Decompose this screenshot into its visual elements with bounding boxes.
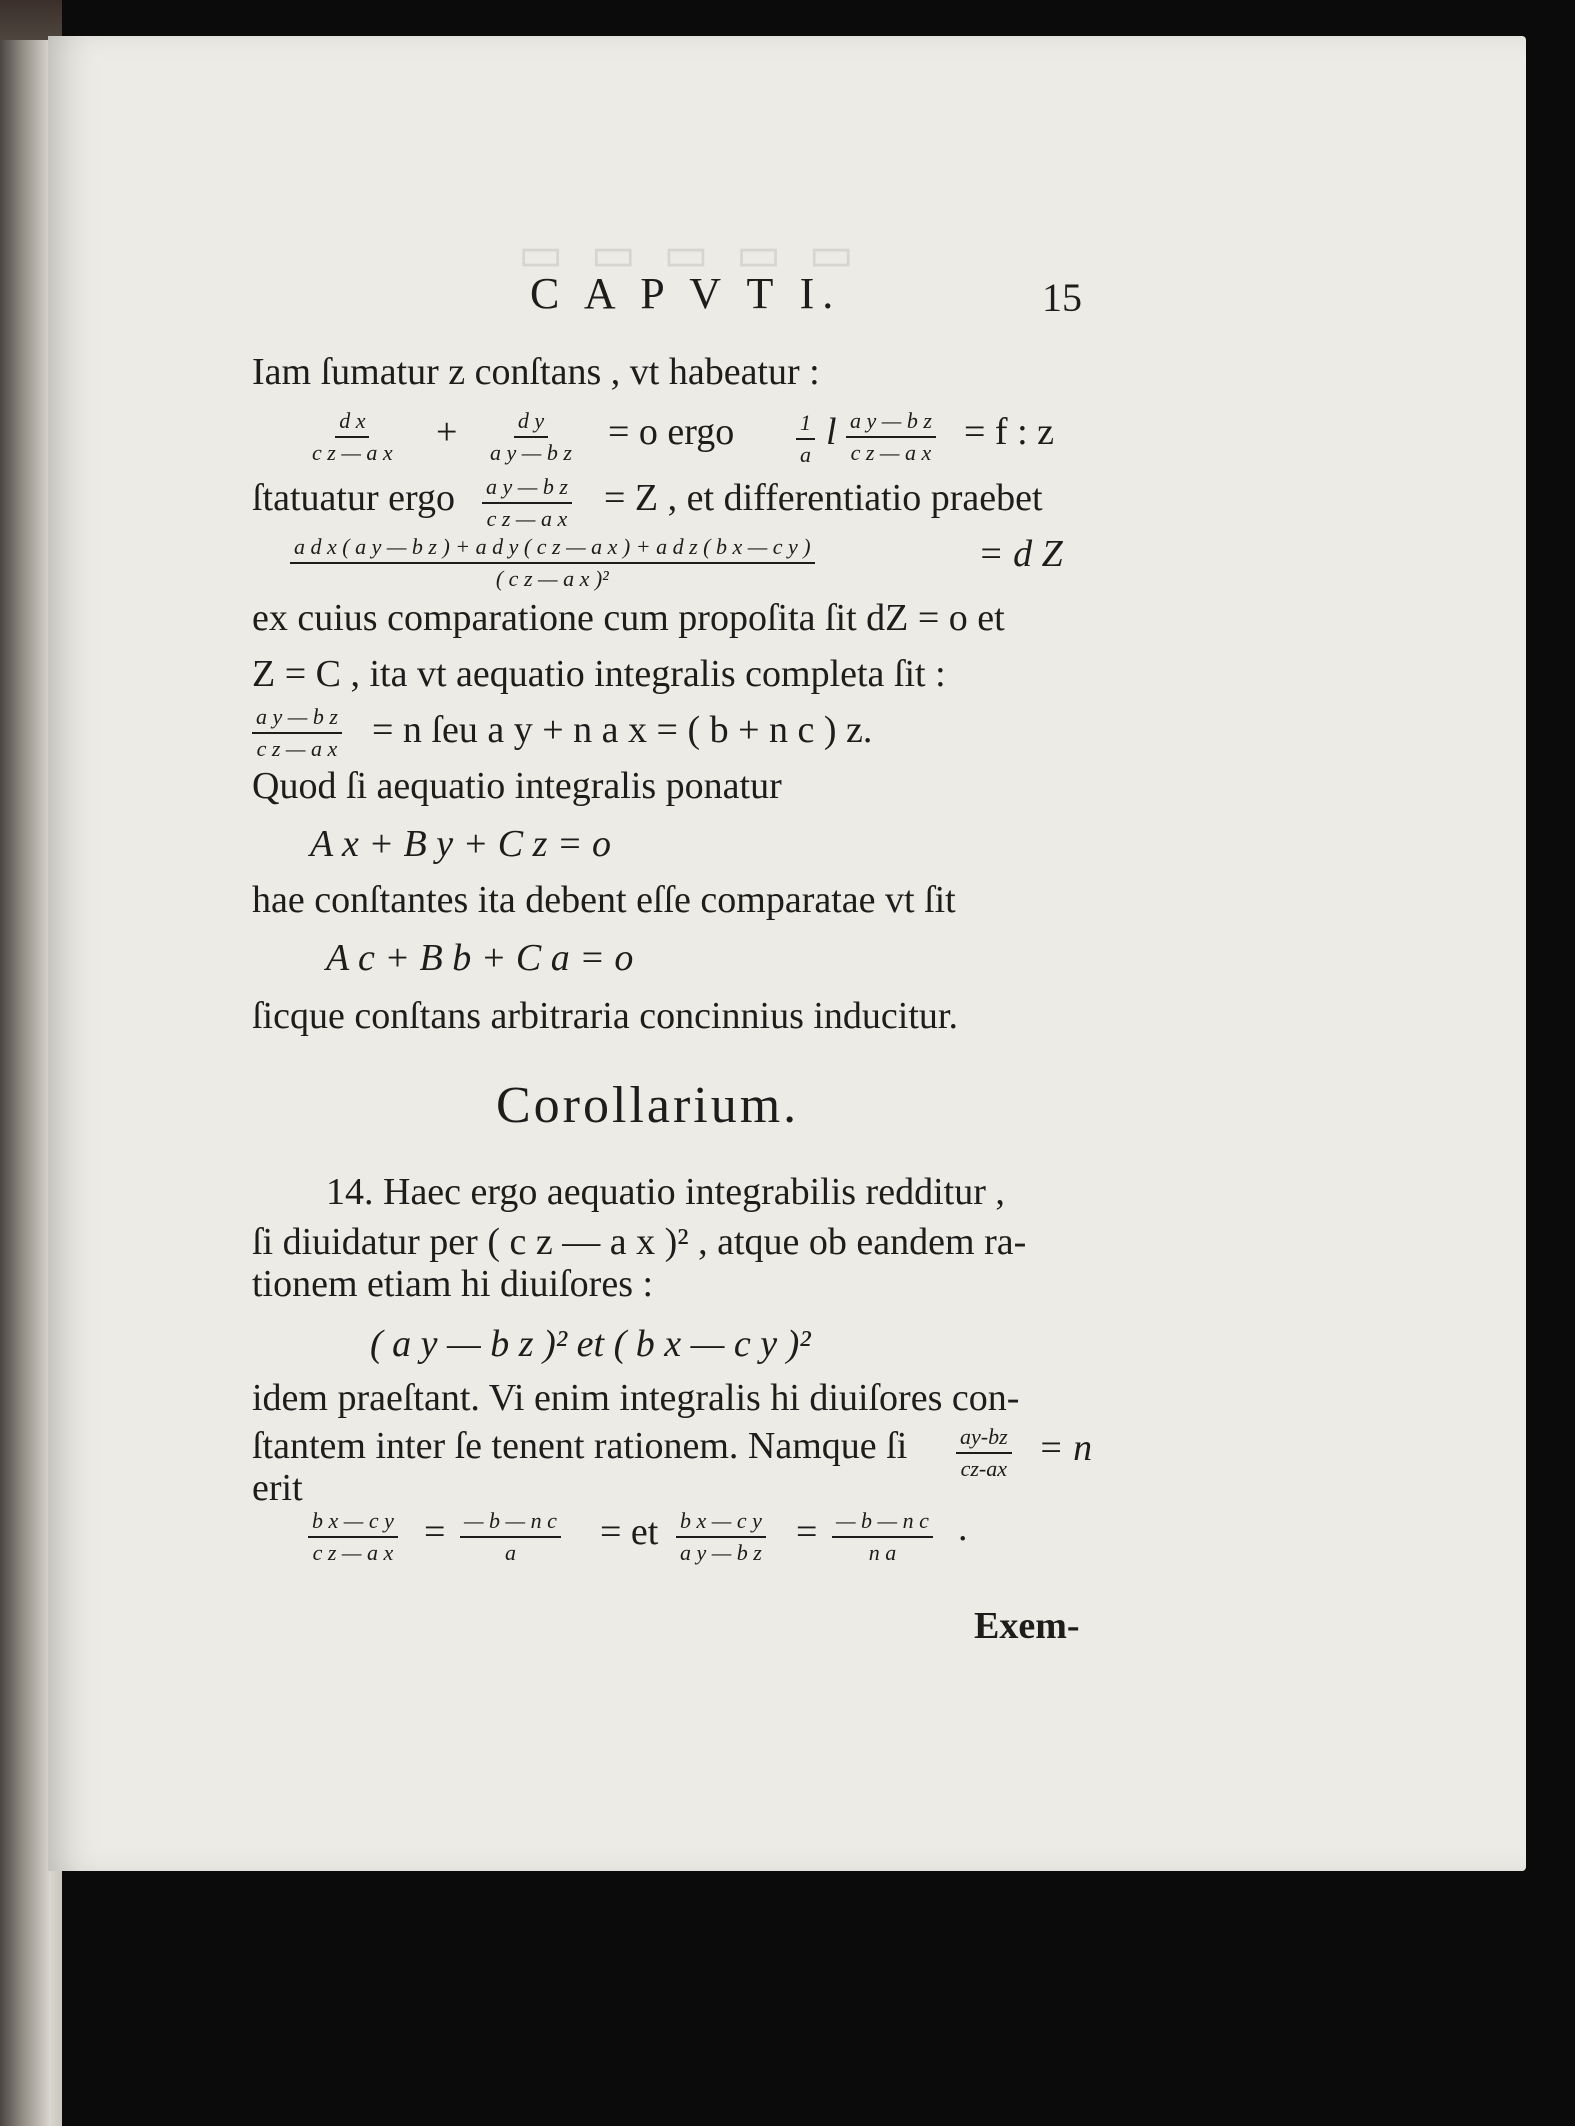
paragraph-line-7: erit [252,1467,303,1509]
text-line-3-start: ſtatuatur ergo [252,477,455,519]
fraction-final-1 [308,1508,398,1566]
fraction-differential [290,534,815,592]
page-number: 15 [1042,275,1082,320]
denominator: ( c z — a x )² [495,566,609,591]
equals-sign-2: = [796,1511,818,1553]
paragraph-line-6-end: = n [1038,1427,1093,1469]
fraction-final-3 [676,1508,766,1566]
numerator: ay-bz [956,1424,1012,1454]
text-line-12: ſicque conſtans arbitraria concinnius inducitur. [252,995,958,1037]
section-heading: Corollarium. [496,1077,800,1134]
page-header-title: C A P V T I. [530,269,842,318]
plus-sign: + [436,411,458,453]
text-line-3-end: = Z , et differentiatio praebet [604,477,1043,519]
fraction-n [252,704,342,762]
numerator: d x [335,408,369,438]
fraction-dy [490,408,572,466]
equation-2-end: = d Z [978,533,1063,575]
text-line-7-end: = n ſeu a y + n a x = ( b + n c ) z. [372,709,873,751]
text-line-8: Quod ſi aequatio integralis ponatur [252,765,782,807]
equation-line-9: A x + B y + C z = o [310,823,612,865]
log-symbol: l [826,411,837,453]
fraction-Z [482,474,572,532]
equation-middle: = o ergo [608,411,735,453]
fraction-ratio [846,408,936,466]
denominator: a y — b z [490,440,572,465]
denominator: c z — a x [256,736,338,761]
numerator: b x — c y [676,1508,766,1538]
catchword: Exem- [974,1605,1080,1647]
numerator: — b — n c [832,1508,933,1538]
denominator: c z — a x [850,440,932,465]
equation-end: = f : z [964,411,1055,453]
numerator: — b — n c [460,1508,561,1538]
et-connector: = et [600,1511,659,1553]
denominator: a [800,442,811,467]
numerator: d y [514,408,548,438]
numerator: 1 [796,410,815,440]
bleed-through-text: ▭ ▭ ▭ ▭ ▭ [518,226,860,282]
numerator: a d x ( a y — b z ) + a d y ( c z — a x ) + a d z ( b x — c y ) [290,534,815,564]
denominator: cz-ax [960,1456,1008,1481]
numerator: b x — c y [308,1508,398,1538]
fraction-dx [312,408,393,466]
paragraph-line-2: ſi diuidatur per ( c z — a x )² , atque ob eandem ra- [252,1221,1027,1263]
numerator: a y — b z [846,408,936,438]
denominator: c z — a x [486,506,568,531]
denominator: a [504,1540,516,1565]
fraction-one-over-a [796,410,815,468]
denominator: n a [868,1540,897,1565]
final-period: . [958,1507,968,1549]
text-line-6: Z = C , ita vt aequatio integralis completa ſit : [252,653,946,695]
denominator: c z — a x [312,440,393,465]
fraction-final-2 [460,1508,561,1566]
paragraph-line-5: idem praeſtant. Vi enim integralis hi diuiſores con- [252,1377,1020,1419]
denominator: c z — a x [312,1540,394,1565]
denominator: a y — b z [679,1540,762,1565]
equation-line-11: A c + B b + C a = o [326,937,634,979]
paragraph-line-3: tionem etiam hi diuiſores : [252,1263,654,1305]
text-line-5: ex cuius comparatione cum propoſita ſit dZ = o et [252,597,1005,639]
numerator: a y — b z [252,704,342,734]
paragraph-equation: ( a y — b z )² et ( b x — c y )² [370,1323,811,1365]
paragraph-line-6: ſtantem inter ſe tenent rationem. Namque ſi [252,1425,908,1467]
equals-sign: = [424,1511,446,1553]
fraction-final-4 [832,1508,933,1566]
paragraph-line-1: 14. Haec ergo aequatio integrabilis redditur , [326,1171,1005,1213]
text-line-10: hae conſtantes ita debent eſſe comparatae vt ſit [252,879,956,921]
numerator: a y — b z [482,474,572,504]
text-line-1: Iam ſumatur z conſtans , vt habeatur : [252,351,820,393]
fraction-inline-n [956,1424,1012,1482]
